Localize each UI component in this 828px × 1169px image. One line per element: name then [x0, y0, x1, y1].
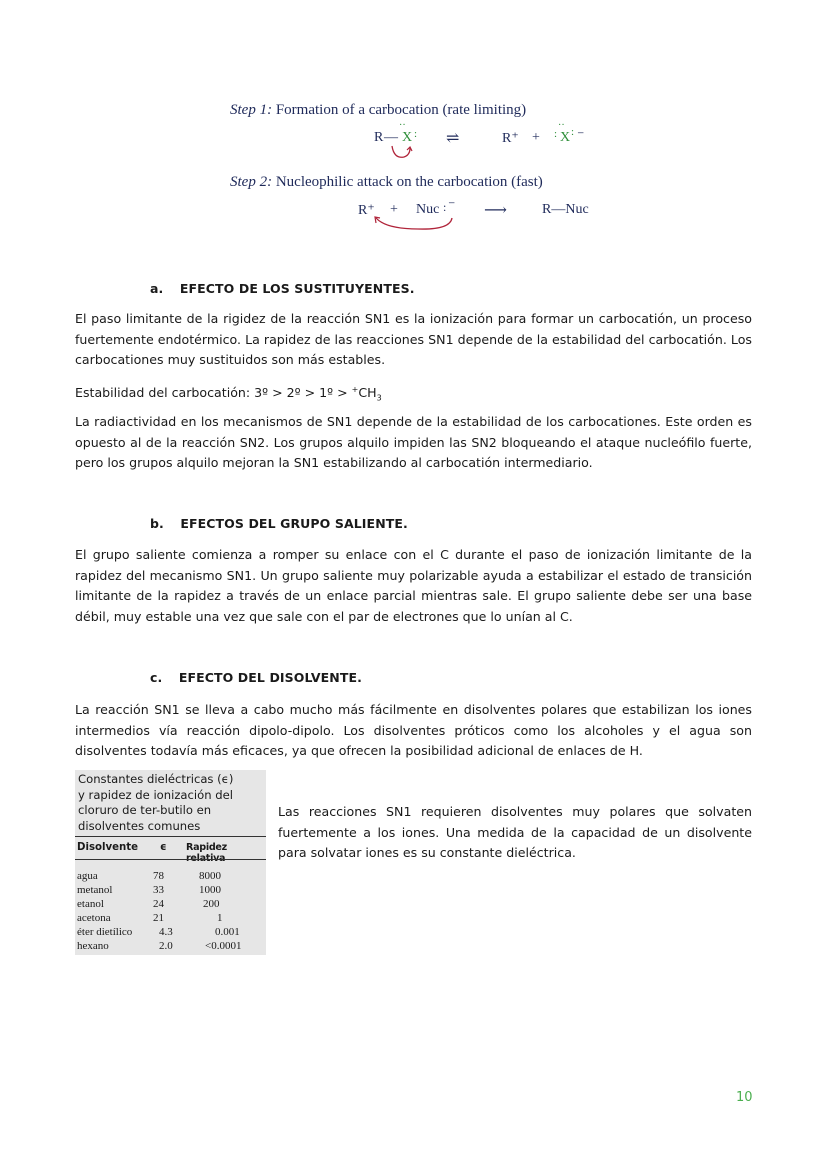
step1-halide-ion-left-pair: : [554, 128, 558, 140]
cell-rate: 1 [217, 912, 223, 924]
cell-solvent: acetona [77, 912, 111, 924]
section-a-paragraph-1: El paso limitante de la rigidez de la reacción SN1 es la ionización para formar un carbocatión, un proceso fuertemente endotérmico. La rapidez de las reacciones SN1 depende de la estabilidad del carbocatión. Los carbocationes muy sustituidos son más estables. [75, 311, 752, 367]
section-c-heading [150, 670, 362, 685]
cell-epsilon: 33 [153, 884, 164, 896]
cell-rate: 1000 [199, 884, 221, 896]
cell-epsilon: 24 [153, 898, 164, 910]
step2-heading [230, 174, 543, 191]
table-header-rate: Rapidez [186, 842, 227, 853]
step2-nucleophile: Nuc [416, 202, 440, 217]
step1-halide: X [402, 130, 413, 145]
step2-arrow: ⟶ [484, 202, 507, 219]
section-c-marker: c. [150, 670, 163, 685]
cell-epsilon: 2.0 [159, 940, 173, 952]
section-b-paragraph-1: El grupo saliente comienza a romper su enlace con el C durante el paso de ionización limitante de la rapidez del mecanismo SN1. Un grupo saliente muy polarizable ayuda a estabilizar el estado de transición limitante de la rapidez a través de un enlace parcial mientras sale. El grupo saliente debe ser una base débil, muy estable una vez que sale con el par de electrones que lo unían al C. [75, 547, 752, 624]
section-c-paragraph-2: Las reacciones SN1 requieren disolventes muy polares que solvaten fuertemente a los iones. Una medida de la capacidad de un disolvente para solvatar iones es su constante dieléctrica. [278, 804, 752, 860]
stability-sup: + [351, 385, 359, 394]
stability-sub: 3 [376, 393, 382, 403]
step1-halide-ion-minus: ⁻ [577, 129, 585, 144]
carbocation-stability [75, 380, 752, 409]
section-c-title: EFECTO DEL DISOLVENTE. [178, 670, 362, 685]
section-a-marker: a. [150, 281, 164, 296]
step2-text: Nucleophilic attack on the carbocation (fast) [275, 174, 543, 190]
section-c-paragraph-1: La reacción SN1 se lleva a cabo mucho más fácilmente en disolventes polares que estabilizan los iones intermedios vía reacción dipolo-dipolo. Los disolventes próticos como los alcoholes y el agua son disolventes todavía más eficaces, ya que ofrecen la posibilidad adicional de enlaces de H. [75, 702, 752, 758]
step1-eq-arrow: ⇌ [446, 130, 460, 147]
table-title-line-3: cloruro de ter-butilo en [78, 803, 212, 817]
step1-curved-arrow [388, 144, 418, 162]
step1-label: Step 1: [230, 102, 273, 118]
cell-rate: <0.0001 [205, 940, 242, 952]
step1-equation [374, 120, 614, 158]
step1-text: Formation of a carbocation (rate limiting) [275, 102, 527, 118]
stability-ch: CH [358, 385, 377, 401]
table-title [78, 772, 266, 834]
table-header-epsilon: ϵ [160, 842, 167, 853]
step2-nuc-charge: ⁻ [448, 199, 456, 214]
step1-heading [230, 102, 526, 119]
section-a-paragraph-2: La radiactividad en los mecanismos de SN1 depende de la estabilidad de los carbocationes. Este orden es opuesto al de la reacción SN2. Los grupos alquilo impiden las SN2 bloqueando el ataque nucleófilo fuerte, pero los grupos alquilo mejoran la SN1 estabilizando al carbocatión intermediario. [75, 414, 752, 470]
step2-equation [358, 200, 618, 234]
step2-label: Step 2: [230, 174, 273, 190]
step2-curved-arrow [368, 214, 458, 234]
cell-rate: 200 [203, 898, 220, 910]
table-title-line-4: disolventes comunes [78, 818, 201, 833]
stability-prefix: Estabilidad del carbocatión: 3º > 2º > 1º > [75, 385, 352, 401]
table-title-line-1: Constantes dieléctricas (ϵ) [78, 772, 234, 786]
step2-product: R—Nuc [542, 202, 589, 217]
section-a-heading [150, 281, 415, 296]
step2-plus: + [390, 202, 398, 217]
table-title-line-2: y rapidez de ionización del [78, 787, 233, 802]
section-b-title: EFECTOS DEL GRUPO SALIENTE. [180, 516, 408, 531]
table-rule-top [75, 836, 266, 837]
step1-halide-ion-pairs: ·· [558, 120, 565, 131]
cell-epsilon: 78 [153, 870, 164, 882]
step1-bond: — [384, 130, 398, 145]
step2-nuc-pair: : [443, 200, 447, 214]
dielectric-table [75, 770, 266, 955]
section-b-marker: b. [150, 516, 164, 531]
step2-carbocation: R⁺ [358, 203, 375, 218]
section-b-heading [150, 516, 408, 531]
cell-solvent: agua [77, 870, 98, 882]
step1-halide-ion: X [560, 130, 571, 145]
cell-rate: 0.001 [215, 926, 240, 938]
step1-halide-lonepairs: ·· [399, 120, 406, 131]
cell-solvent: metanol [77, 884, 113, 896]
table-rule-mid [75, 859, 266, 860]
cell-epsilon: 21 [153, 912, 164, 924]
cell-solvent: éter dietílico [77, 926, 133, 938]
step1-carbocation: R⁺ [502, 131, 519, 146]
cell-solvent: etanol [77, 898, 104, 910]
step1-halide-ion-charge: : [571, 126, 575, 138]
table-header-solvent: Disolvente [77, 842, 139, 853]
step1-r: R [374, 130, 384, 145]
step1-plus: + [532, 130, 540, 145]
page-number: 10 [736, 1090, 753, 1105]
section-a-title: EFECTO DE LOS SUSTITUYENTES. [179, 281, 415, 296]
step1-halide-lonepairs-side: : [414, 128, 418, 140]
cell-rate: 8000 [199, 870, 221, 882]
cell-epsilon: 4.3 [159, 926, 173, 938]
cell-solvent: hexano [77, 940, 109, 952]
